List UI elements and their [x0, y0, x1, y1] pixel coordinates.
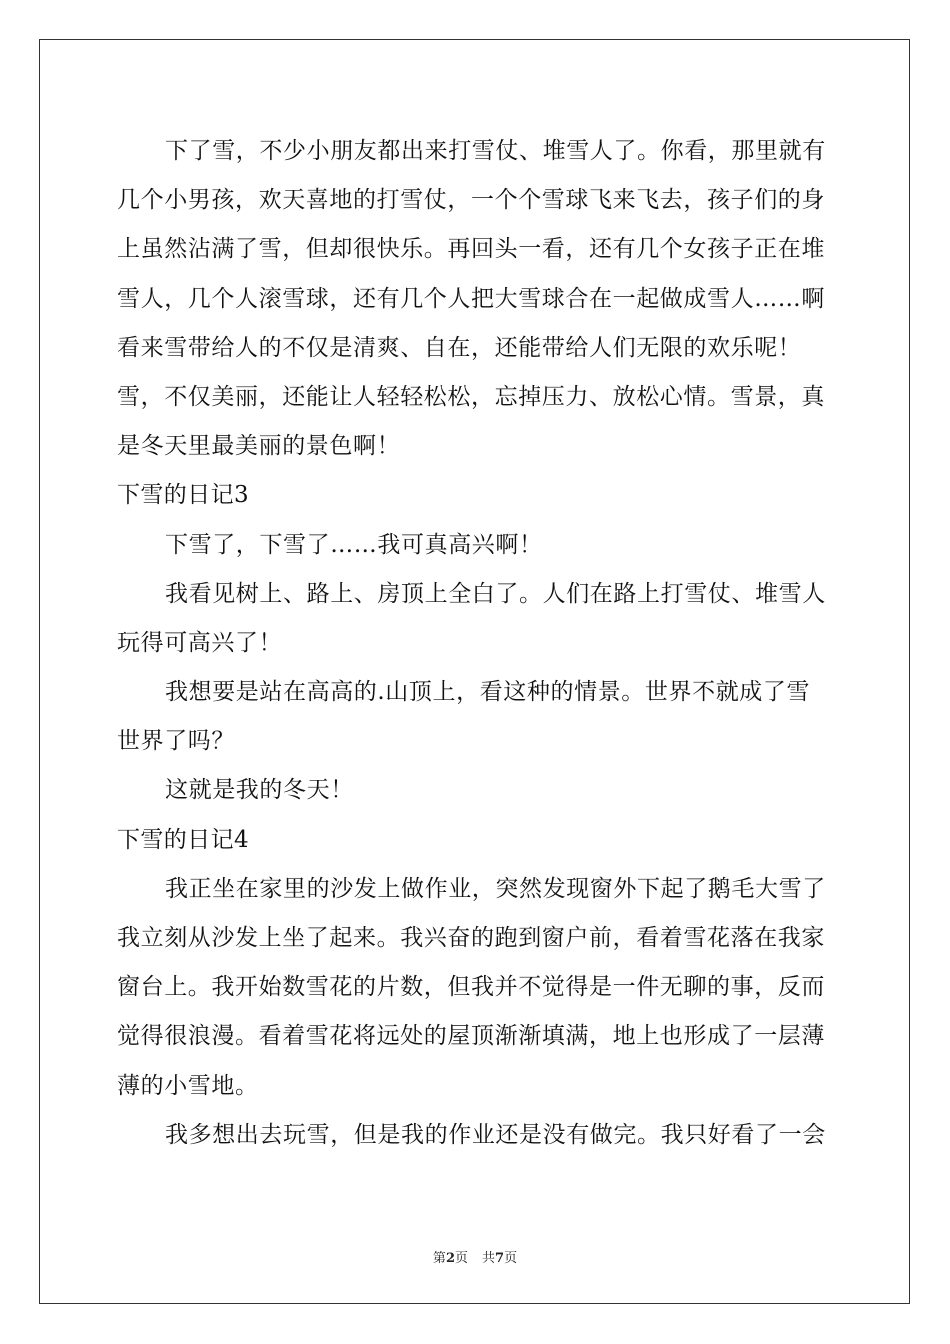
footer-page-unit: 页 — [454, 1251, 468, 1266]
text-line: 几个小男孩，欢天喜地的打雪仗，一个个雪球飞来飞去，孩子们的身 — [117, 187, 825, 214]
footer-total-unit: 页 — [504, 1251, 518, 1266]
text-line: 世界了吗？ — [117, 728, 235, 755]
text-line: 上虽然沾满了雪，但却很快乐。再回头一看，还有几个女孩子正在堆 — [117, 236, 825, 263]
footer-page-number: 2 — [445, 1251, 455, 1266]
footer-page-prefix: 第 — [432, 1251, 446, 1266]
document-body — [117, 127, 837, 1160]
text-line: 玩得可高兴了！ — [117, 629, 283, 656]
text-line: 薄的小雪地。 — [117, 1072, 259, 1099]
text-line: 觉得很浪漫。看着雪花将远处的屋顶渐渐填满，地上也形成了一层薄 — [117, 1023, 825, 1050]
text-line: 是冬天里最美丽的景色啊！ — [117, 433, 401, 460]
footer-total-pages: 7 — [495, 1251, 505, 1266]
footer-total-prefix: 共 — [482, 1251, 496, 1266]
text-line: 我立刻从沙发上坐了起来。我兴奋的跑到窗户前，看着雪花落在我家 — [117, 925, 825, 951]
section-heading: 下雪的日记3 — [117, 482, 250, 509]
text-line: 下雪了，下雪了……我可真高兴啊！ — [165, 531, 543, 558]
text-line: 我多想出去玩雪，但是我的作业还是没有做完。我只好看了一会 — [165, 1121, 826, 1148]
text-line: 看来雪带给人的不仅是清爽、自在，还能带给人们无限的欢乐呢！ — [117, 334, 802, 361]
section-heading: 下雪的日记4 — [117, 826, 250, 853]
text-line: 我看见树上、路上、房顶上全白了。人们在路上打雪仗、堆雪人 — [165, 580, 826, 607]
text-line: 雪人，几个人滚雪球，还有几个人把大雪球合在一起做成雪人……啊 — [117, 285, 825, 312]
text-line: 我正坐在家里的沙发上做作业，突然发现窗外下起了鹅毛大雪了 — [165, 875, 826, 902]
text-line: 雪，不仅美丽，还能让人轻轻松松，忘掉压力、放松心情。雪景，真 — [117, 383, 825, 410]
text-line: 窗台上。我开始数雪花的片数，但我并不觉得是一件无聊的事，反而 — [117, 974, 825, 1001]
page-footer — [0, 1247, 950, 1266]
text-line: 下了雪，不少小朋友都出来打雪仗、堆雪人了。你看，那里就有 — [165, 138, 826, 164]
text-line: 我想要是站在高高的.山顶上，看这种的情景。世界不就成了雪 — [165, 679, 811, 706]
text-line: 这就是我的冬天！ — [165, 777, 354, 804]
